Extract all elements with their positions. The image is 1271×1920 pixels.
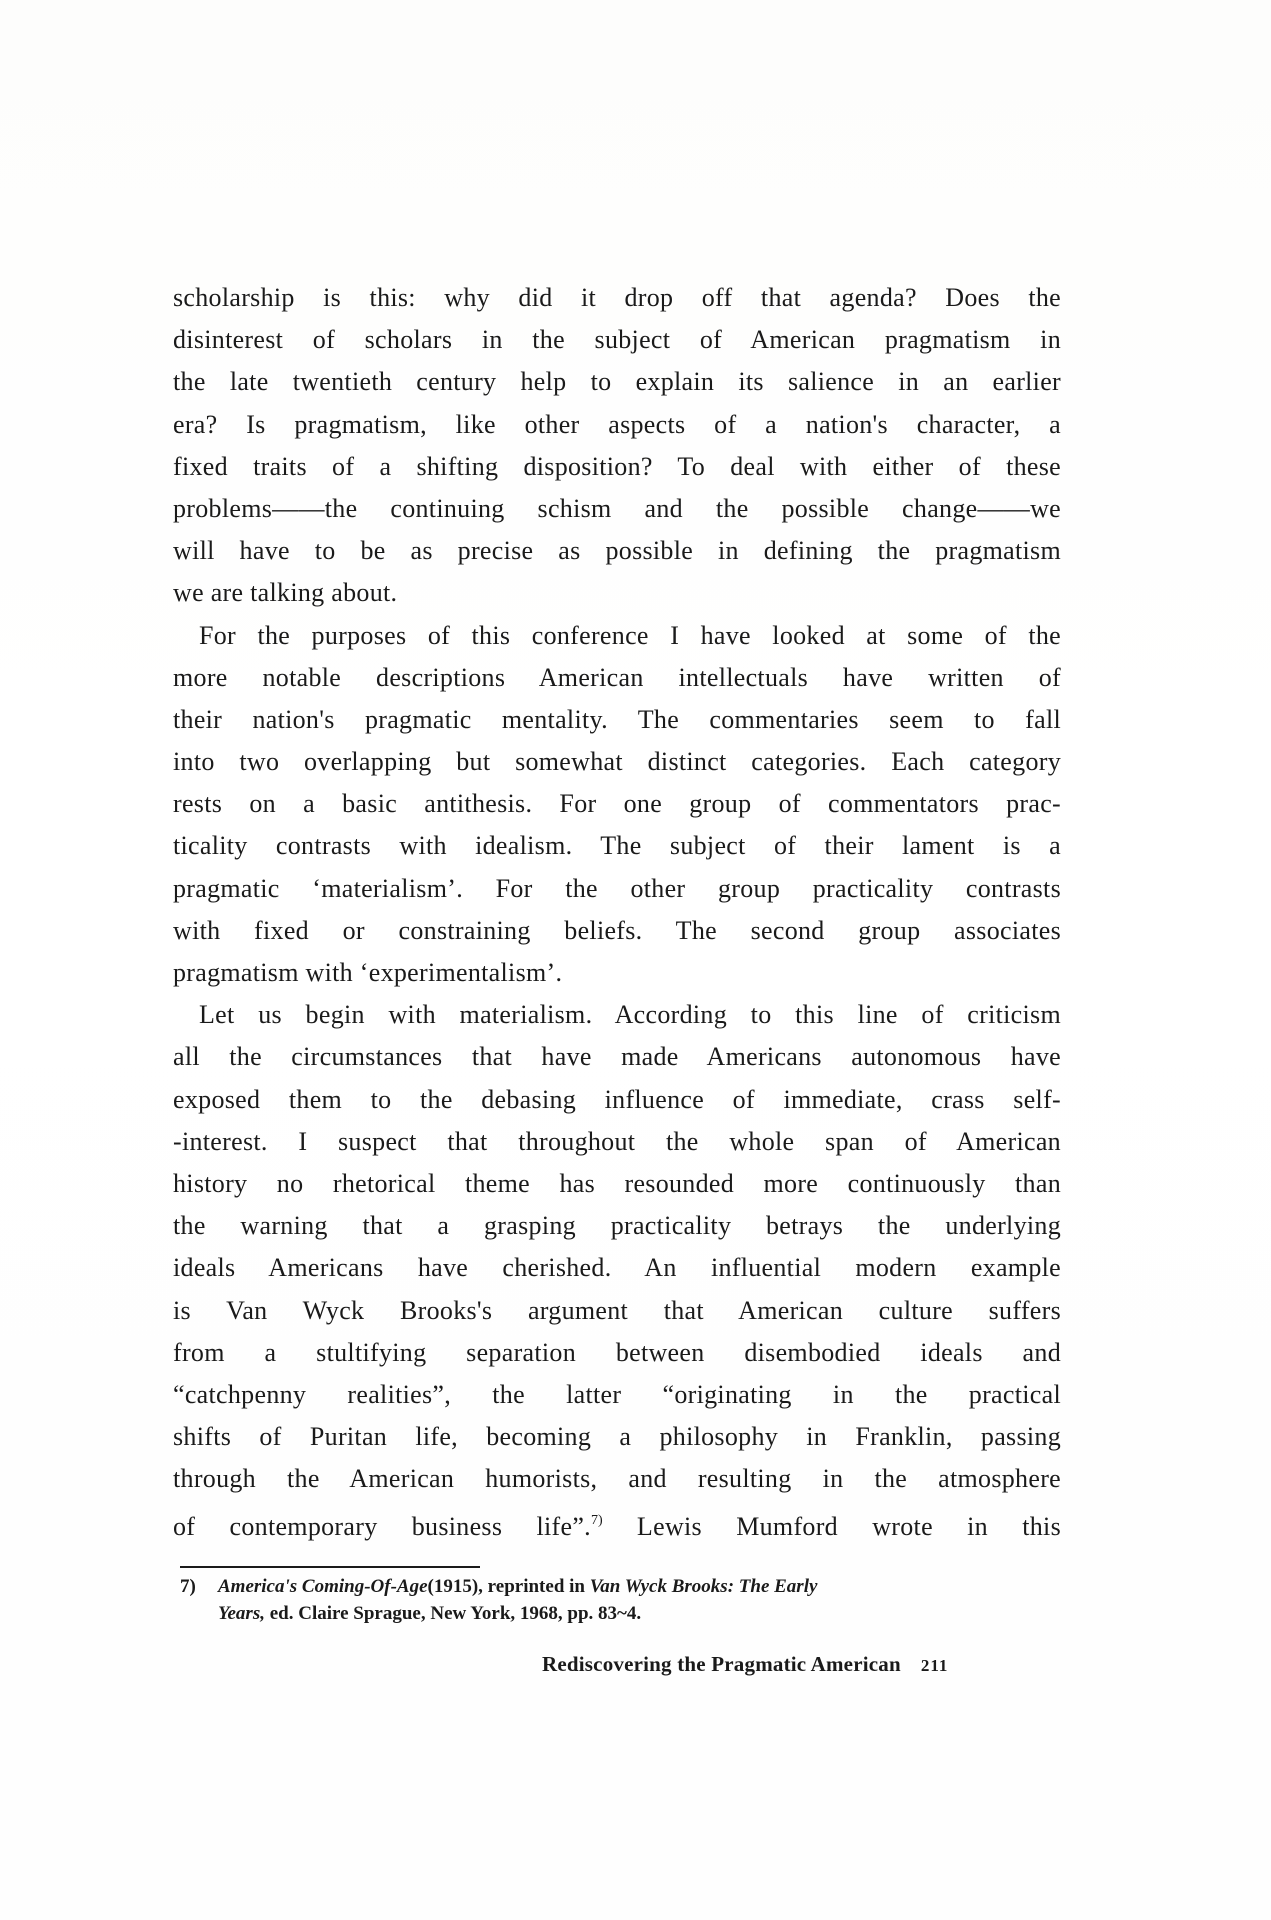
text-line: shifts of Puritan life, becoming a philosophy in Franklin, passing [173, 1422, 1061, 1452]
page-number: 211 [920, 1656, 949, 1675]
text-line: we are talking about. [173, 578, 398, 608]
text-line: era? Is pragmatism, like other aspects of a nation's character, a [173, 409, 1061, 439]
text-line: more notable descriptions American intellectuals have written of [173, 662, 1061, 692]
text-line: the warning that a grasping practicality betrays the underlying [173, 1211, 1061, 1241]
footnote-7-continued [180, 1600, 1060, 1627]
footnote-separator [180, 1566, 480, 1568]
text-line: problems——the continuing schism and the possible change——we [173, 493, 1061, 523]
text-fragment: Lewis Mumford wrote in this [602, 1512, 1061, 1542]
text-line: exposed them to the debasing influence of immediate, crass self- [173, 1084, 1061, 1114]
text-line: into two overlapping but somewhat distinct categories. Each category [173, 747, 1061, 777]
text-line: history no rhetorical theme has resounded more continuously than [173, 1168, 1061, 1198]
text-line: pragmatism with ‘experimentalism’. [173, 958, 563, 987]
text-line: from a stultifying separation between disembodied ideals and [173, 1337, 1061, 1367]
citation-text: ed. Claire Sprague, New York, 1968, pp. 83~4. [264, 1603, 642, 1624]
text-line: the late twentieth century help to explain its salience in an earlier [173, 367, 1061, 397]
text-line: all the circumstances that have made Americans autonomous have [173, 1042, 1061, 1072]
text-line: “catchpenny realities”, the latter “originating in the practical [173, 1379, 1061, 1409]
footnote-reference[interactable]: 7) [591, 1513, 603, 1529]
text-line: rests on a basic antithesis. For one group of commentators prac- [173, 789, 1061, 819]
citation-text: (1915), reprinted in [427, 1576, 590, 1597]
body-text [173, 277, 1061, 1543]
cited-book: Van Wyck Brooks: The Early [589, 1576, 818, 1597]
text-line: scholarship is this: why did it drop off that agenda? Does the [173, 283, 1061, 312]
text-fragment: of contemporary business life”. [173, 1512, 591, 1542]
text-line: will have to be as precise as possible in defining the pragmatism [173, 536, 1061, 566]
text-line: their nation's pragmatic mentality. The commentaries seem to fall [173, 704, 1061, 734]
text-line: ideals Americans have cherished. An influential modern example [173, 1253, 1061, 1283]
footnote-7 [180, 1573, 1060, 1600]
running-title: Rediscovering the Pragmatic American [542, 1652, 901, 1676]
paragraph-start-line: Let us begin with materialism. According to this line of criticism [199, 1000, 1061, 1030]
text-line: -interest. I suspect that throughout the whole span of American [173, 1126, 1061, 1156]
footnote-number: 7) [180, 1576, 196, 1597]
text-line: with fixed or constraining beliefs. The second group associates [173, 915, 1061, 945]
text-line: pragmatic ‘materialism’. For the other group practicality contrasts [173, 873, 1061, 903]
cited-book-cont: Years, [218, 1603, 265, 1624]
running-footer [542, 1652, 1062, 1677]
text-line-with-footnote-ref [173, 1500, 1061, 1542]
text-line: through the American humorists, and resulting in the atmosphere [173, 1464, 1061, 1494]
cited-title: America's Coming-Of-Age [218, 1576, 428, 1597]
text-line: is Van Wyck Brooks's argument that American culture suffers [173, 1295, 1061, 1325]
footnotes [180, 1573, 1060, 1627]
text-line: ticality contrasts with idealism. The subject of their lament is a [173, 831, 1061, 861]
text-line: fixed traits of a shifting disposition? To deal with either of these [173, 451, 1061, 481]
text-line: disinterest of scholars in the subject of American pragmatism in [173, 325, 1061, 355]
paragraph-start-line: For the purposes of this conference I have looked at some of the [199, 620, 1061, 650]
